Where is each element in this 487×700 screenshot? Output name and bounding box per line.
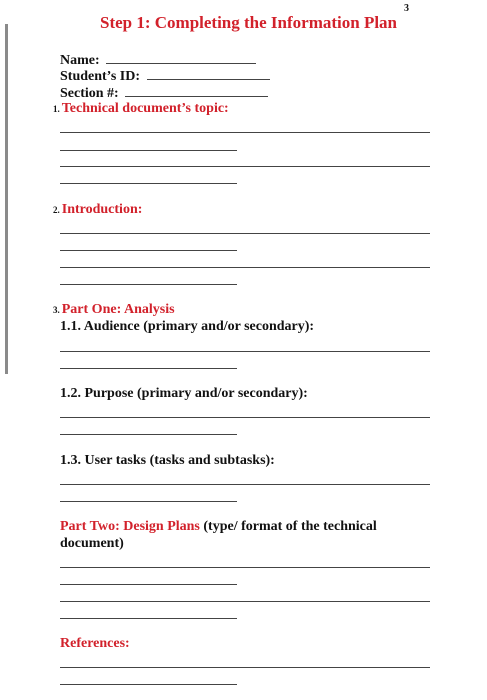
answer-line[interactable] xyxy=(60,351,430,352)
student-id-label: Student’s ID: xyxy=(60,69,140,84)
section-3-number: 3. xyxy=(53,305,60,315)
section-1-label: Technical document’s topic: xyxy=(61,101,229,116)
answer-line[interactable] xyxy=(60,601,430,602)
page-number: 3 xyxy=(404,3,409,14)
part-two-description: (type/ format of the technical xyxy=(199,519,377,534)
student-id-field xyxy=(60,68,270,85)
answer-line[interactable] xyxy=(60,417,430,418)
answer-line[interactable] xyxy=(60,368,237,369)
answer-line[interactable] xyxy=(60,501,237,502)
answer-line[interactable] xyxy=(60,267,430,268)
section-field xyxy=(60,85,268,102)
section-2-number: 2. xyxy=(53,205,60,215)
subsection-1-2: 1.2. Purpose (primary and/or secondary): xyxy=(60,386,308,401)
section-3-heading xyxy=(53,302,175,318)
answer-line[interactable] xyxy=(60,584,237,585)
answer-line[interactable] xyxy=(60,567,430,568)
answer-line[interactable] xyxy=(60,132,430,133)
name-label: Name: xyxy=(60,53,100,68)
answer-line[interactable] xyxy=(60,233,430,234)
section-2-heading xyxy=(53,202,142,218)
section-1-number: 1. xyxy=(53,104,60,114)
section-blank[interactable] xyxy=(125,85,268,97)
answer-line[interactable] xyxy=(60,618,237,619)
answer-line[interactable] xyxy=(60,250,237,251)
subsection-1-1: 1.1. Audience (primary and/or secondary): xyxy=(60,319,315,334)
answer-line[interactable] xyxy=(60,150,237,151)
part-two-label: Part Two: Design Plans xyxy=(60,519,200,534)
section-1-heading xyxy=(53,101,229,117)
references-heading: References: xyxy=(60,636,130,651)
student-id-blank[interactable] xyxy=(147,68,270,80)
page-title: Step 1: Completing the Information Plan xyxy=(99,13,398,32)
subsection-1-3: 1.3. User tasks (tasks and subtasks): xyxy=(60,453,275,468)
answer-line[interactable] xyxy=(60,284,237,285)
part-two-heading xyxy=(60,519,377,535)
name-blank[interactable] xyxy=(106,52,256,64)
part-two-description-line2: document) xyxy=(60,536,124,551)
answer-line[interactable] xyxy=(60,484,430,485)
section-3-label: Part One: Analysis xyxy=(61,302,175,317)
margin-bar xyxy=(5,24,8,374)
answer-line[interactable] xyxy=(60,183,237,184)
answer-line[interactable] xyxy=(60,434,237,435)
name-field xyxy=(60,52,256,69)
section-2-label: Introduction: xyxy=(61,202,143,217)
answer-line[interactable] xyxy=(60,684,237,685)
answer-line[interactable] xyxy=(60,166,430,167)
section-label: Section #: xyxy=(60,86,119,101)
answer-line[interactable] xyxy=(60,667,430,668)
